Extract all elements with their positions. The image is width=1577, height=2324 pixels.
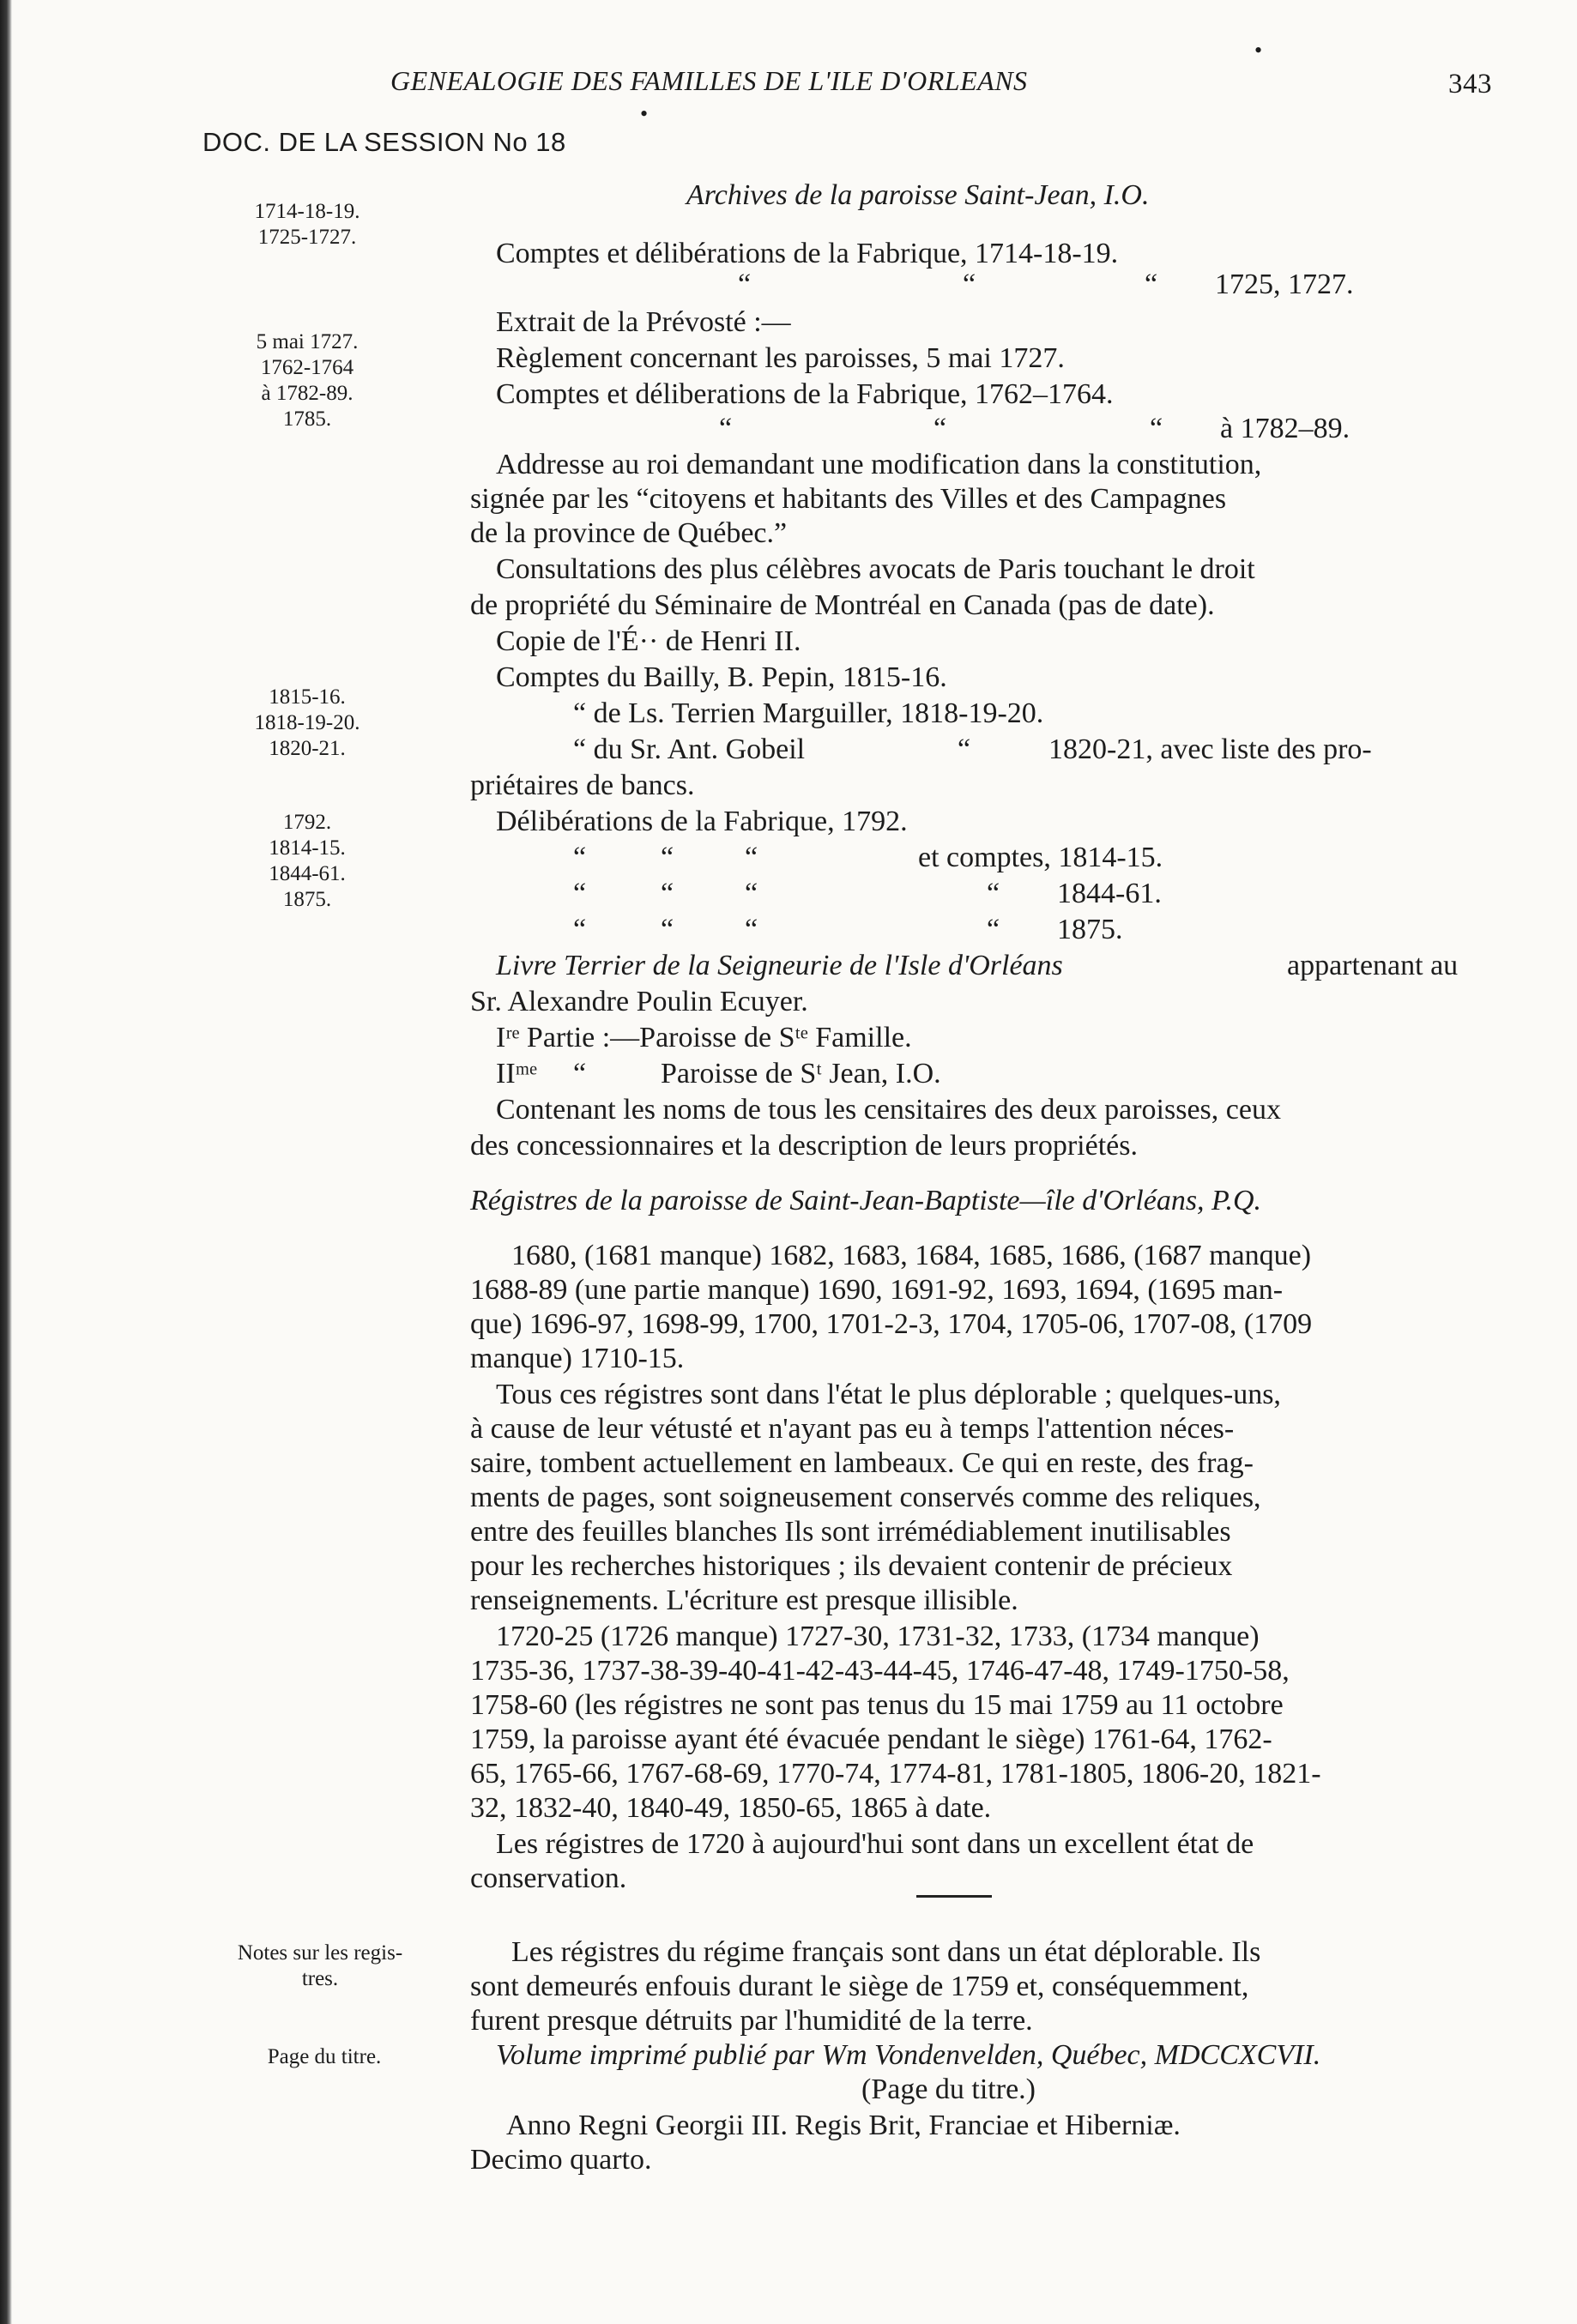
text-line: 1688-89 (une partie manque) 1690, 1691-92, 1693, 1694, (1695 man- — [470, 1274, 1284, 1306]
margin-line: 1792. — [282, 811, 332, 834]
session-label: DOC. DE LA SESSION No 18 — [202, 127, 566, 157]
text-line: “ de Ls. Terrien Marguiller, 1818-19-20. — [573, 697, 1044, 729]
ditto-mark: “ — [963, 269, 976, 300]
ditto-mark: “ — [573, 914, 587, 945]
text-line: 1758-60 (les régistres ne sont pas tenus du 15 mai 1759 au 11 octobre — [470, 1689, 1284, 1721]
ditto-mark: “ — [573, 842, 587, 873]
text-line: (Page du titre.) — [861, 2073, 1036, 2105]
text-line: Addresse au roi demandant une modification dans la constitution, — [496, 449, 1262, 480]
text-line: de propriété du Séminaire de Montréal en Canada (pas de date). — [470, 589, 1215, 621]
ditto-mark: “ — [745, 878, 758, 909]
text-line: Comptes et déliberations de la Fabrique, 1762–1764. — [496, 378, 1114, 410]
ditto-mark: “ — [958, 733, 971, 765]
text-line: Règlement concernant les paroisses, 5 mai 1727. — [496, 342, 1065, 374]
margin-line: Notes sur les regis- — [237, 1941, 403, 1965]
text-line: renseignements. L'écriture est presque illisible. — [470, 1585, 1018, 1616]
margin-line: 1818-19-20. — [254, 711, 360, 734]
text-line: de la province de Québec.” — [470, 517, 788, 549]
text-line: Paroisse de Sᵗ Jean, I.O. — [661, 1058, 941, 1090]
margin-line: tres. — [301, 1967, 339, 1990]
margin-note-dates-3 — [213, 685, 402, 762]
margin-line: 1714-18-19. — [254, 200, 360, 223]
text-line: Copie de l'É·· de Henri II. — [496, 625, 801, 657]
margin-line: 1815-16. — [269, 685, 346, 709]
ditto-mark: “ — [738, 269, 752, 300]
ditto-mark: “ — [661, 842, 674, 873]
margin-line: 1785. — [282, 407, 332, 431]
text-line: sont demeurés enfouis durant le siège de 1759 et, conséquemment, — [470, 1971, 1249, 2002]
ditto-mark: “ — [745, 842, 758, 873]
ink-speck: • — [640, 101, 649, 126]
margin-line: 1820-21. — [269, 737, 346, 760]
section-heading-archives: Archives de la paroisse Saint-Jean, I.O. — [686, 179, 1150, 211]
text-line: IIᵐᵉ — [496, 1058, 537, 1090]
ditto-mark: “ — [661, 878, 674, 909]
text-line: Volume imprimé publié par Wm Vondenvelden, Québec, MDCCXCVII. — [496, 2039, 1321, 2071]
text-line: 1720-25 (1726 manque) 1727-30, 1731-32, 1733, (1734 manque) — [496, 1621, 1260, 1652]
text-line: des concessionnaires et la description de leurs propriétés. — [470, 1130, 1138, 1162]
margin-line: 1875. — [282, 888, 332, 911]
margin-line: 1762-1764 — [260, 356, 354, 379]
text-line: Extrait de la Prévosté :— — [496, 306, 791, 338]
margin-note-titre — [213, 2044, 436, 2070]
text-line: 1735-36, 1737-38-39-40-41-42-43-44-45, 1746-47-48, 1749-1750-58, — [470, 1655, 1290, 1687]
text-line: que) 1696-97, 1698-99, 1700, 1701-2-3, 1704, 1705-06, 1707-08, (1709 — [470, 1308, 1313, 1340]
text-line: pour les recherches historiques ; ils devaient contenir de précieux — [470, 1550, 1233, 1582]
margin-note-dates-4 — [213, 810, 402, 913]
ditto-mark: “ — [1145, 269, 1158, 300]
text-line: à cause de leur vétusté et n'ayant pas eu à temps l'attention néces- — [470, 1413, 1235, 1445]
text-line: Anno Regni Georgii III. Regis Brit, Franciae et Hiberniæ. — [506, 2110, 1181, 2141]
text-line: appartenant au — [1287, 950, 1459, 981]
text-line: conservation. — [470, 1862, 627, 1894]
margin-line: à 1782-89. — [261, 382, 353, 405]
ditto-mark: “ — [719, 413, 733, 444]
margin-note-dates-1 — [213, 199, 402, 251]
text-line: Tous ces régistres sont dans l'état le plus déplorable ; quelques-uns, — [496, 1379, 1281, 1410]
text-line: Contenant les noms de tous les censitaires des deux paroisses, ceux — [496, 1094, 1281, 1126]
text-line: Livre Terrier de la Seigneurie de l'Isle d'Orléans — [496, 950, 1063, 981]
text-line: “ du Sr. Ant. Gobeil — [573, 733, 806, 765]
text-line: 1725, 1727. — [1215, 269, 1354, 300]
text-line: signée par les “citoyens et habitants des Villes et des Campagnes — [470, 483, 1227, 515]
margin-line: 1814-15. — [269, 836, 346, 860]
text-line: entre des feuilles blanches Ils sont irrémédiablement inutilisables — [470, 1516, 1231, 1548]
ditto-mark: “ — [573, 878, 587, 909]
margin-note-dates-2 — [213, 329, 402, 432]
text-line: manque) 1710-15. — [470, 1343, 685, 1374]
text-line: 1844-61. — [1057, 878, 1162, 909]
text-line: Les régistres de 1720 à aujourd'hui sont dans un excellent état de — [496, 1828, 1254, 1860]
text-line: Decimo quarto. — [470, 2144, 652, 2176]
text-line: Les régistres du régime français sont dans un état déplorable. Ils — [511, 1936, 1261, 1968]
margin-line: 5 mai 1727. — [256, 330, 359, 353]
ditto-mark: “ — [1150, 413, 1163, 444]
margin-note-registres — [196, 1941, 444, 1992]
text-line: à 1782–89. — [1220, 413, 1350, 444]
text-line: saire, tombent actuellement en lambeaux. Ce qui en reste, des frag- — [470, 1447, 1254, 1479]
ditto-mark: “ — [987, 914, 1000, 945]
text-line: ments de pages, sont soigneusement conservés comme des reliques, — [470, 1482, 1261, 1513]
text-line: priétaires de bancs. — [470, 770, 695, 801]
text-line: et comptes, 1814-15. — [918, 842, 1163, 873]
margin-line: Page du titre. — [267, 2045, 382, 2068]
text-line: Délibérations de la Fabrique, 1792. — [496, 806, 908, 837]
margin-line: 1844-61. — [269, 862, 346, 885]
running-title: GENEALOGIE DES FAMILLES DE L'ILE D'ORLEANS — [390, 65, 1028, 96]
section-rule — [916, 1895, 992, 1898]
ditto-mark: “ — [987, 878, 1000, 909]
text-line: 1680, (1681 manque) 1682, 1683, 1684, 1685, 1686, (1687 manque) — [511, 1240, 1312, 1271]
text-line: Comptes du Bailly, B. Pepin, 1815-16. — [496, 661, 947, 693]
ditto-mark: “ — [573, 1058, 587, 1090]
section-heading-registres: Régistres de la paroisse de Saint-Jean-Baptiste—île d'Orléans, P.Q. — [470, 1185, 1262, 1216]
ditto-mark: “ — [745, 914, 758, 945]
text-line: 1759, la paroisse ayant été évacuée pendant le siège) 1761-64, 1762- — [470, 1723, 1272, 1755]
text-line: 1875. — [1057, 914, 1123, 945]
text-line: furent presque détruits par l'humidité de la terre. — [470, 2005, 1033, 2037]
page-number: 343 — [1448, 69, 1492, 100]
text-line: 65, 1765-66, 1767-68-69, 1770-74, 1774-81, 1781-1805, 1806-20, 1821- — [470, 1758, 1321, 1790]
text-line: Iʳᵉ Partie :—Paroisse de Sᵗᵉ Famille. — [496, 1022, 912, 1053]
text-line: Consultations des plus célèbres avocats de Paris touchant le droit — [496, 553, 1255, 585]
margin-line: 1725-1727. — [257, 226, 357, 249]
ditto-mark: “ — [934, 413, 947, 444]
scan-edge — [0, 0, 12, 2324]
text-line: 1820-21, avec liste des pro- — [1048, 733, 1372, 765]
ditto-mark: “ — [661, 914, 674, 945]
text-line: Sr. Alexandre Poulin Ecuyer. — [470, 986, 808, 1017]
text-line: Comptes et délibérations de la Fabrique, 1714-18-19. — [496, 238, 1119, 269]
text-line: 32, 1832-40, 1840-49, 1850-65, 1865 à date. — [470, 1792, 992, 1824]
ink-speck: • — [1254, 38, 1263, 63]
